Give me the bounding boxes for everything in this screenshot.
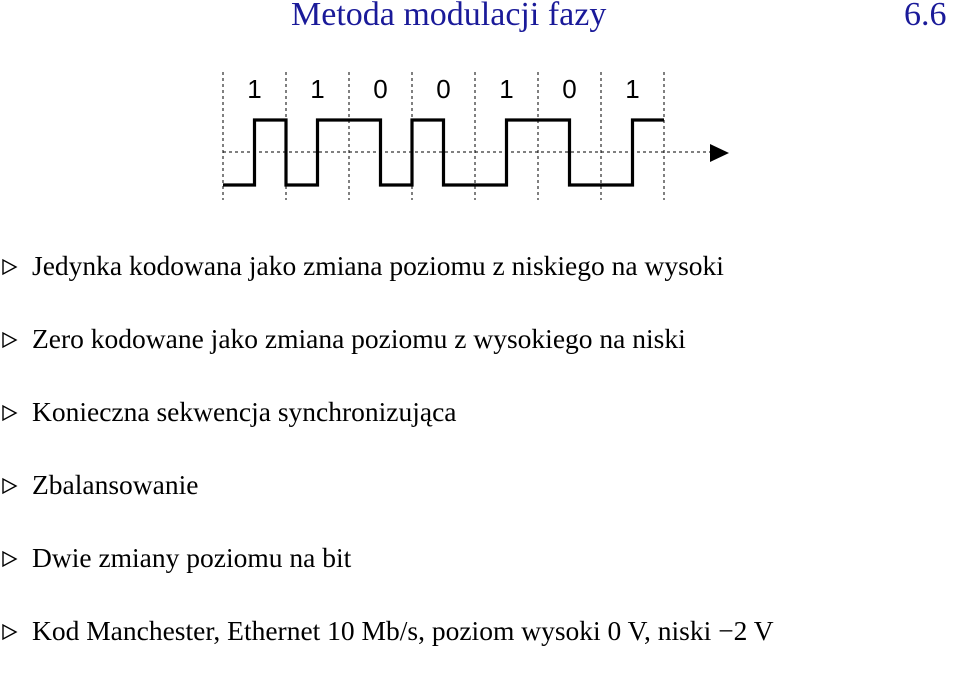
bullet-text: Zero kodowane jako zmiana poziomu z wysokiego na niski bbox=[32, 323, 686, 354]
bit-label: 1 bbox=[247, 74, 262, 104]
bit-label: 1 bbox=[625, 74, 640, 104]
bit-labels bbox=[247, 74, 639, 104]
bit-label: 1 bbox=[310, 74, 325, 104]
bit-label: 0 bbox=[562, 74, 577, 104]
bullet-text: Kod Manchester, Ethernet 10 Mb/s, poziom wysoki 0 V, niski −2 V bbox=[32, 615, 774, 646]
triangle-bullet-icon bbox=[0, 257, 20, 277]
triangle-bullet-icon bbox=[0, 549, 20, 569]
triangle-bullet-icon bbox=[0, 622, 20, 642]
bit-label: 0 bbox=[373, 74, 388, 104]
triangle-bullet-icon bbox=[0, 330, 20, 350]
bit-label: 0 bbox=[436, 74, 451, 104]
manchester-diagram bbox=[0, 0, 960, 230]
bullet-text: Dwie zmiany poziomu na bit bbox=[32, 542, 352, 573]
triangle-bullet-icon bbox=[0, 476, 20, 496]
page-number: 6.6 bbox=[904, 0, 947, 33]
bullet-text: Konieczna sekwencja synchronizująca bbox=[32, 396, 457, 427]
time-axis-arrow bbox=[710, 144, 729, 162]
slide-title: Metoda modulacji fazy bbox=[291, 0, 607, 33]
bullet-text: Jedynka kodowana jako zmiana poziomu z niskiego na wysoki bbox=[32, 250, 724, 281]
bit-label: 1 bbox=[499, 74, 514, 104]
triangle-bullet-icon bbox=[0, 403, 20, 423]
bullet-text: Zbalansowanie bbox=[32, 469, 199, 500]
